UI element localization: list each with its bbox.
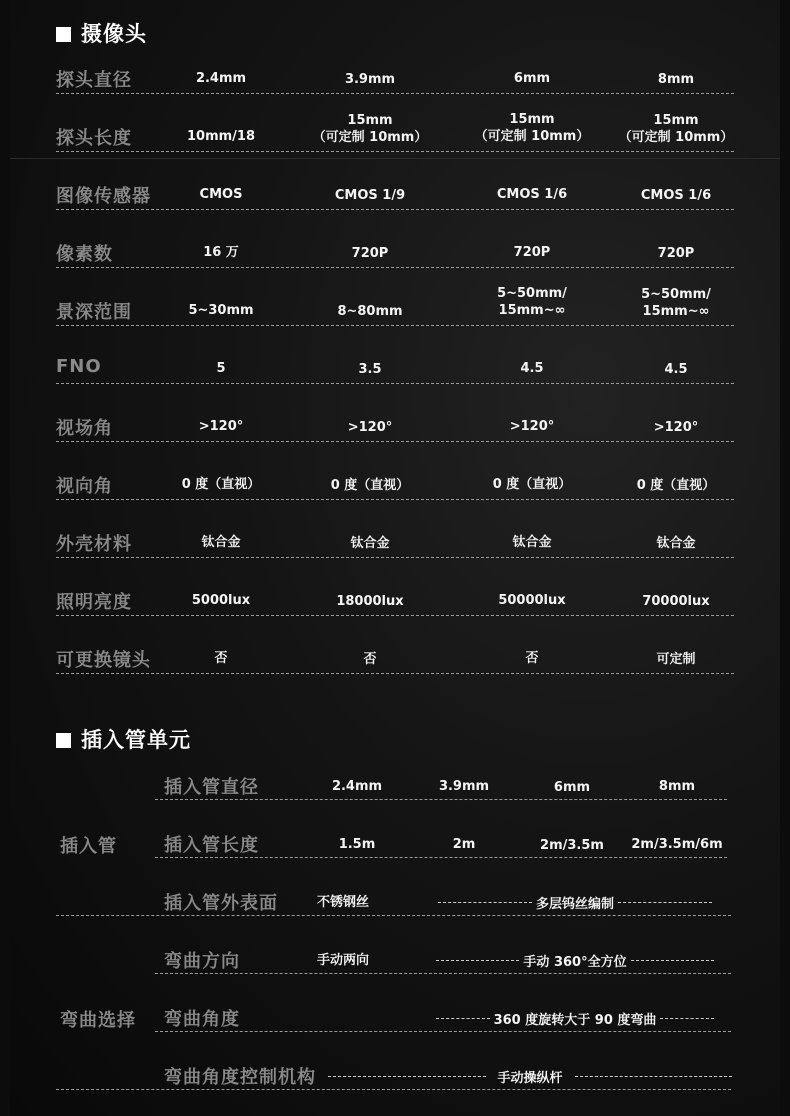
spec-cell: [146, 592, 296, 609]
insertion-length-value: 2m: [452, 837, 476, 852]
insertion-title-text: 插入管单元: [81, 728, 191, 752]
spec-cell-line: CMOS 1/9: [334, 188, 406, 203]
insertion-length-value: 2m/3.5m/6m: [631, 837, 723, 852]
bend-angle-label: 弯曲角度: [164, 1009, 240, 1030]
dash-filler: [660, 1018, 714, 1019]
spec-cell: [146, 360, 296, 377]
spec-row-label: 视场角: [56, 418, 113, 439]
spec-cell-line: 8~80mm: [337, 304, 403, 319]
spec-cell-line: 0 度（直视）: [492, 477, 572, 492]
spec-cell-line: 8mm: [657, 72, 695, 87]
spec-cell: [295, 593, 445, 610]
spec-cell: [295, 112, 445, 146]
dash-filler: [618, 902, 712, 903]
spec-cell-line: 4.5: [664, 362, 688, 377]
bend-angle-span-value: 360 度旋转大于 90 度弯曲: [493, 1013, 657, 1028]
spec-cell: [457, 418, 607, 435]
spec-cell: [146, 70, 296, 87]
dash-filler: [436, 960, 519, 961]
row-divider: [56, 93, 734, 94]
insertion-diameter-value: 6mm: [553, 780, 591, 795]
dash-filler: [438, 902, 532, 903]
spec-cell-line: 5~50mm/: [497, 286, 567, 301]
row-divider: [56, 499, 734, 500]
bend-direction-span: [436, 951, 714, 970]
spec-cell-line: （可定制 10mm）: [618, 130, 734, 145]
spec-cell-line: >120°: [653, 420, 699, 435]
spec-row-label: 照明亮度: [56, 592, 132, 613]
insertion-surface-span: [438, 893, 712, 912]
dash-filler: [631, 960, 714, 961]
spec-cell: [457, 285, 607, 319]
spec-cell: [146, 650, 296, 667]
bend-angle-span: [436, 1009, 714, 1028]
spec-cell: [295, 651, 445, 668]
spec-cell-line: >120°: [509, 419, 555, 434]
spec-cell-line: 5~30mm: [188, 303, 254, 318]
group-label-insertion-tube: 插入管: [60, 836, 117, 857]
spec-cell: [146, 476, 296, 493]
spec-cell: [295, 303, 445, 320]
spec-cell: [295, 71, 445, 88]
insertion-length-value: 2m/3.5m: [540, 838, 604, 853]
camera-section-title: [56, 18, 147, 48]
insertion-surface-first-value: 不锈钢丝: [316, 895, 369, 910]
spec-cell-line: 50000lux: [498, 593, 566, 608]
spec-cell: [295, 361, 445, 378]
row-divider: [155, 973, 731, 974]
spec-cell: [457, 70, 607, 87]
insertion-length-value: 1.5m: [338, 837, 376, 852]
spec-cell: [146, 244, 296, 261]
spec-cell-line: 6mm: [513, 71, 551, 86]
spec-row-label: 视向角: [56, 476, 113, 497]
spec-cell-line: 否: [214, 651, 228, 666]
spec-cell-line: 4.5: [520, 361, 544, 376]
bend-mechanism-span-value: 手动操纵杆: [497, 1071, 563, 1086]
spec-cell: [601, 187, 751, 204]
spec-cell: [295, 419, 445, 436]
insertion-diameter-value: 3.9mm: [438, 779, 490, 794]
spec-cell-line: （可定制 10mm）: [312, 130, 428, 145]
spec-cell-line: 18000lux: [336, 594, 404, 609]
spec-cell: [457, 592, 607, 609]
spec-cell-line: 3.9mm: [344, 72, 396, 87]
row-divider: [56, 673, 734, 674]
spec-cell: [601, 535, 751, 552]
insertion-length-label: 插入管长度: [164, 835, 259, 856]
dash-filler: [575, 1076, 733, 1077]
spec-cell-line: 钛合金: [656, 536, 696, 551]
row-divider: [155, 799, 727, 800]
bend-direction-first-value: 手动两向: [316, 953, 369, 968]
row-divider: [56, 325, 734, 326]
spec-cell: [295, 535, 445, 552]
spec-cell: [457, 360, 607, 377]
spec-cell: [146, 302, 296, 319]
group-label-bending: 弯曲选择: [60, 1010, 136, 1031]
row-divider: [56, 557, 734, 558]
spec-cell: [601, 112, 751, 146]
spec-cell-line: CMOS 1/6: [640, 188, 712, 203]
spec-cell: [601, 286, 751, 320]
spec-cell-line: 钛合金: [512, 535, 552, 550]
spec-row-label: 探头长度: [56, 128, 132, 149]
spec-row-label: FNO: [56, 356, 102, 377]
bend-direction-span-value: 手动 360°全方位: [523, 955, 627, 970]
spec-cell: [295, 187, 445, 204]
spec-cell-line: 720P: [351, 246, 389, 261]
spec-cell-line: 2.4mm: [195, 71, 247, 86]
spec-cell-line: 0 度（直视）: [636, 478, 716, 493]
spec-cell-line: 否: [363, 652, 377, 667]
spec-cell-line: 15mm: [509, 112, 555, 127]
square-bullet-icon: [56, 733, 71, 748]
insertion-diameter-value: 8mm: [658, 779, 696, 794]
spec-row-label: 可更换镜头: [56, 650, 151, 671]
spec-cell: [601, 651, 751, 668]
spec-cell-line: 5~50mm/: [641, 287, 711, 302]
row-divider: [155, 857, 727, 858]
row-divider: [155, 1031, 731, 1032]
spec-row-label: 外壳材料: [56, 534, 132, 555]
spec-cell: [457, 650, 607, 667]
row-divider: [56, 383, 734, 384]
spec-cell-line: 钛合金: [350, 536, 390, 551]
spec-cell-line: 可定制: [656, 652, 696, 667]
spec-cell-line: 否: [525, 651, 539, 666]
group-divider: [56, 915, 731, 916]
panel-seam: [10, 158, 780, 159]
spec-cell-line: 16 万: [203, 245, 239, 260]
spec-cell-line: CMOS 1/6: [496, 187, 568, 202]
spec-cell: [146, 128, 296, 145]
spec-cell-line: 720P: [513, 245, 551, 260]
spec-cell-line: CMOS: [199, 187, 243, 202]
spec-cell: [457, 244, 607, 261]
row-divider: [56, 209, 734, 210]
spec-cell-line: 5000lux: [191, 593, 251, 608]
spec-cell: [601, 477, 751, 494]
spec-cell-line: 720P: [657, 246, 695, 261]
background-panel: [10, 0, 780, 1116]
spec-cell: [457, 186, 607, 203]
spec-cell-line: 0 度（直视）: [181, 477, 261, 492]
spec-cell-line: 15mm~∞: [642, 304, 710, 319]
spec-row-label: 探头直径: [56, 70, 132, 91]
camera-title-text: 摄像头: [81, 22, 147, 46]
spec-cell-line: 70000lux: [642, 594, 710, 609]
spec-cell-line: 10mm/18: [186, 129, 256, 144]
spec-row-label: 图像传感器: [56, 186, 151, 207]
spec-cell-line: （可定制 10mm）: [474, 129, 590, 144]
spec-cell-line: 5: [216, 361, 226, 376]
spec-cell: [295, 245, 445, 262]
spec-cell: [601, 419, 751, 436]
bend-direction-label: 弯曲方向: [164, 951, 240, 972]
spec-cell: [601, 361, 751, 378]
spec-cell-line: 15mm~∞: [498, 303, 566, 318]
spec-cell: [146, 186, 296, 203]
spec-cell: [146, 418, 296, 435]
spec-cell-line: 15mm: [347, 113, 393, 128]
insertion-section-title: [56, 724, 191, 754]
spec-cell: [146, 534, 296, 551]
spec-cell-line: 15mm: [653, 113, 699, 128]
spec-cell: [295, 477, 445, 494]
insertion-surface-span-value: 多层钨丝编制: [536, 897, 615, 912]
spec-cell: [601, 71, 751, 88]
spec-cell: [457, 111, 607, 145]
insertion-surface-label: 插入管外表面: [164, 893, 278, 914]
row-divider: [56, 151, 734, 152]
bend-mechanism-span: [328, 1067, 732, 1086]
spec-row-label: 像素数: [56, 244, 113, 265]
insertion-diameter-label: 插入管直径: [164, 777, 259, 798]
square-bullet-icon: [56, 27, 71, 42]
group-divider: [56, 1089, 731, 1090]
dash-filler: [436, 1018, 490, 1019]
spec-cell-line: 0 度（直视）: [330, 478, 410, 493]
spec-cell: [457, 476, 607, 493]
spec-row-label: 景深范围: [56, 302, 132, 323]
spec-cell: [457, 534, 607, 551]
spec-cell-line: 钛合金: [201, 535, 241, 550]
spec-cell-line: 3.5: [358, 362, 382, 377]
spec-cell-line: >120°: [347, 420, 393, 435]
bend-mechanism-label: 弯曲角度控制机构: [164, 1067, 316, 1088]
spec-cell: [601, 245, 751, 262]
spec-cell: [601, 593, 751, 610]
row-divider: [56, 441, 734, 442]
dash-filler: [328, 1076, 486, 1077]
spec-cell-line: >120°: [198, 419, 244, 434]
insertion-diameter-value: 2.4mm: [331, 779, 383, 794]
row-divider: [56, 615, 734, 616]
row-divider: [56, 267, 734, 268]
